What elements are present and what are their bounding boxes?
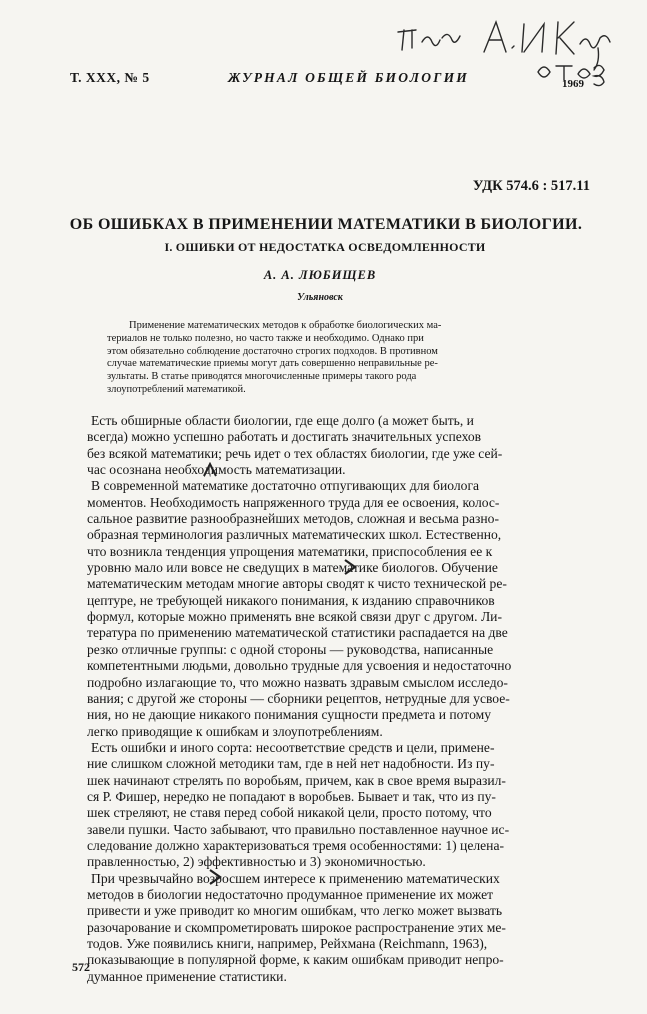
author-city: Ульяновск <box>297 292 343 303</box>
article-title: ОБ ОШИБКАХ В ПРИМЕНЕНИИ МАТЕМАТИКИ В БИОЛОГИИ. <box>69 216 583 233</box>
year: 1969 <box>562 78 584 90</box>
text-line: ния, но не дающие никакого понимания сущности предмета и потому <box>87 707 492 723</box>
text-line: шек стреляют, не ставя перед собой никакой цели, просто потому, что <box>87 805 492 821</box>
article-body <box>87 413 587 985</box>
text-line: без всякой математики; речь идет о тех областях биологии, где уже сей- <box>87 445 503 461</box>
text-line: следование должно характеризоваться тремя особенностями: 1) целена- <box>87 837 504 853</box>
pen-mark <box>202 462 218 478</box>
udk-code: УДК 574.6 : 517.11 <box>472 178 590 194</box>
abstract-line: териалов не только полезно, но часто также и необходимо. Однако при <box>107 332 424 344</box>
running-header <box>70 68 610 90</box>
paragraph <box>87 478 587 740</box>
pen-mark <box>342 558 358 576</box>
text-line: цептуре, не требующей никакого понимания, к изданию справочников <box>87 592 495 608</box>
text-line: думанное применение статистики. <box>87 968 287 984</box>
abstract-line: злоупотреблений математикой. <box>107 383 246 395</box>
abstract <box>107 320 572 397</box>
author-name: А. А. ЛЮБИЩЕВ <box>263 268 377 282</box>
text-line: сальное развитие разнообразнейших методов, сложная и весьма разно- <box>87 511 499 527</box>
text-line: образная терминология различных математических школ. Естественно, <box>87 527 502 543</box>
text-line: резко отличные группы: с одной стороны — руководства, написанные <box>87 641 494 657</box>
text-line: разочарование и скомпрометировать широкое распространение этих ме- <box>87 919 506 935</box>
text-line: тература по применению математической статистики распадается на две <box>87 625 508 641</box>
text-line: ся Р. Фишер, нередко не попадают в воробьев. Бывает и так, что из пу- <box>87 788 496 804</box>
text-line: ние слишком сложной методики там, где в ней нет надобности. Из пу- <box>87 756 495 772</box>
text-line: легко приводящие к ошибкам и злоупотреблениям. <box>87 723 383 739</box>
text-line: вания; с другой же стороны — сборники рецептов, нетрудные для усвое- <box>87 690 510 706</box>
paragraph <box>87 871 587 985</box>
page-number: 572 <box>72 960 90 974</box>
text-line: уровню мало или вовсе не сведущих в математике биологов. Обучение <box>87 560 498 576</box>
abstract-line: зультаты. В статье приводятся многочисленные примеры такого рода <box>107 371 417 383</box>
text-line: компетентными людьми, довольно трудные для усвоения и недостаточно <box>87 658 512 674</box>
article-subtitle: I. ОШИБКИ ОТ НЕДОСТАТКА ОСВЕДОМЛЕННОСТИ <box>164 240 486 254</box>
text-line: завели пушки. Часто забывают, что правильно поставленное научное ис- <box>87 821 510 837</box>
text-line: что возникла тенденция упрощения математики, приспособления ее к <box>87 543 493 559</box>
abstract-line: случае математические приемы могут дать совершенно неправильные ре- <box>107 358 438 370</box>
text-line: математическим методам многие авторы сводят к чисто технической ре- <box>87 576 507 592</box>
text-line: правленностью, 2) эффективностью и 3) экономичностью. <box>87 854 426 870</box>
text-line: тодов. Уже появились книги, например, Рейхмана (Reichmann, 1963), <box>87 936 488 951</box>
text-line: привести и уже приводит ко многим ошибкам, что легко может вызвать <box>87 903 503 919</box>
text-line: час осознана необходимость математизации. <box>87 462 346 478</box>
text-line: При чрезвычайно возросшем интересе к применению математических <box>91 870 500 886</box>
text-line: показывающие в популярной форме, к каким ошибкам приводит непро- <box>87 952 504 968</box>
volume-issue: Т. XXX, № 5 <box>70 70 150 85</box>
abstract-line: Применение математических методов к обработке биологических ма- <box>129 320 442 331</box>
text-line: подробно излагающие то, что можно назвать здравым смыслом исследо- <box>87 674 508 690</box>
paragraph <box>87 740 587 871</box>
text-line: Есть обширные области биологии, где еще долго (а может быть, и <box>91 413 474 428</box>
text-line: всегда) можно успешно работать и достигать значительных успехов <box>87 429 482 445</box>
abstract-line: этом обязательно соблюдение достаточно строгих подходов. В противном <box>107 345 438 357</box>
paragraph <box>87 413 587 478</box>
text-line: методов в биологии недостаточно продуманное применение их может <box>87 886 494 902</box>
text-line: шек начинают стрелять по воробьям, причем, как в свое время выразил- <box>87 772 506 788</box>
text-line: формул, которые можно применять вне всякой связи друг с другом. Ли- <box>87 609 502 625</box>
text-line: Есть ошибки и иного сорта: несоответствие средств и цели, примене- <box>91 739 495 755</box>
journal-name: ЖУРНАЛ ОБЩЕЙ БИОЛОГИИ <box>228 70 469 85</box>
pen-mark <box>207 868 223 886</box>
text-line: моментов. Необходимость напряженного труда для ее освоения, колос- <box>87 494 500 510</box>
text-line: В современной математике достаточно отпугивающих для биолога <box>91 478 480 494</box>
